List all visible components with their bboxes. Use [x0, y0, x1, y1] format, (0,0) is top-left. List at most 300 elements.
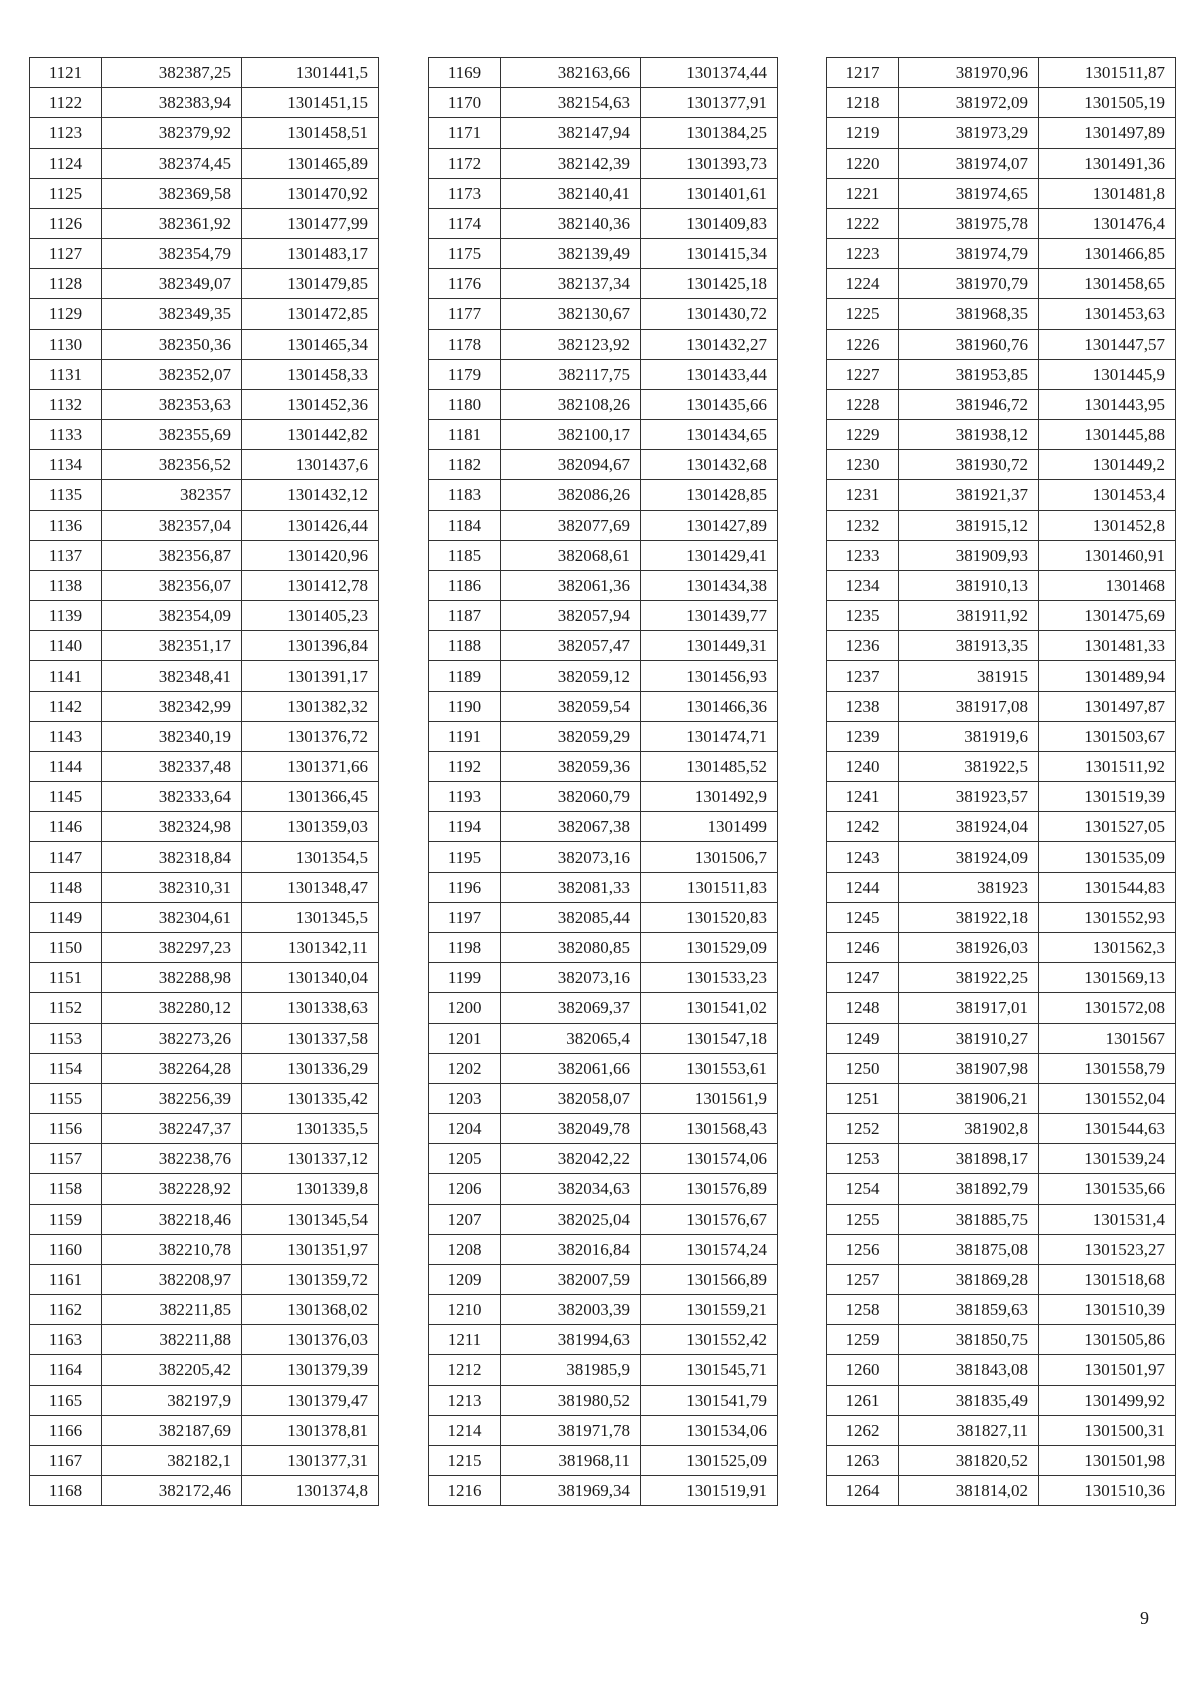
y-coordinate-cell: 1301465,89 [242, 148, 379, 178]
y-coordinate-cell: 1301499 [641, 812, 778, 842]
y-coordinate-cell: 1301569,13 [1039, 963, 1176, 993]
y-coordinate-cell: 1301452,36 [242, 389, 379, 419]
y-coordinate-cell: 1301336,29 [242, 1053, 379, 1083]
table-row [429, 208, 778, 238]
point-number-cell: 1148 [30, 872, 102, 902]
table-row [30, 1355, 379, 1385]
x-coordinate-cell: 382100,17 [501, 420, 641, 450]
table-row [429, 631, 778, 661]
table-row [827, 510, 1176, 540]
point-number-cell: 1216 [429, 1476, 501, 1506]
x-coordinate-cell: 381915,12 [899, 510, 1039, 540]
y-coordinate-cell: 1301354,5 [242, 842, 379, 872]
y-coordinate-cell: 1301445,9 [1039, 359, 1176, 389]
x-coordinate-cell: 382123,92 [501, 329, 641, 359]
x-coordinate-cell: 382080,85 [501, 932, 641, 962]
x-coordinate-cell: 382077,69 [501, 510, 641, 540]
y-coordinate-cell: 1301501,97 [1039, 1355, 1176, 1385]
table-row [429, 1053, 778, 1083]
y-coordinate-cell: 1301432,27 [641, 329, 778, 359]
y-coordinate-cell: 1301351,97 [242, 1234, 379, 1264]
y-coordinate-cell: 1301439,77 [641, 601, 778, 631]
x-coordinate-cell: 381913,35 [899, 631, 1039, 661]
x-coordinate-cell: 382016,84 [501, 1234, 641, 1264]
table-row [827, 1023, 1176, 1053]
table-row [30, 812, 379, 842]
point-number-cell: 1240 [827, 751, 899, 781]
point-number-cell: 1187 [429, 601, 501, 631]
table-row [827, 1385, 1176, 1415]
point-number-cell: 1210 [429, 1295, 501, 1325]
y-coordinate-cell: 1301566,89 [641, 1264, 778, 1294]
y-coordinate-cell: 1301501,98 [1039, 1445, 1176, 1475]
point-number-cell: 1213 [429, 1385, 501, 1415]
table-row [827, 812, 1176, 842]
point-number-cell: 1160 [30, 1234, 102, 1264]
y-coordinate-cell: 1301544,63 [1039, 1114, 1176, 1144]
x-coordinate-cell: 382085,44 [501, 902, 641, 932]
x-coordinate-cell: 381968,35 [899, 299, 1039, 329]
table-row [827, 1325, 1176, 1355]
y-coordinate-cell: 1301547,18 [641, 1023, 778, 1053]
x-coordinate-cell: 382034,63 [501, 1174, 641, 1204]
point-number-cell: 1183 [429, 480, 501, 510]
y-coordinate-cell: 1301337,58 [242, 1023, 379, 1053]
y-coordinate-cell: 1301497,87 [1039, 691, 1176, 721]
x-coordinate-cell: 382374,45 [102, 148, 242, 178]
x-coordinate-cell: 381924,04 [899, 812, 1039, 842]
point-number-cell: 1195 [429, 842, 501, 872]
x-coordinate-cell: 382058,07 [501, 1083, 641, 1113]
x-coordinate-cell: 382137,34 [501, 269, 641, 299]
point-number-cell: 1151 [30, 963, 102, 993]
y-coordinate-cell: 1301572,08 [1039, 993, 1176, 1023]
x-coordinate-cell: 382069,37 [501, 993, 641, 1023]
y-coordinate-cell: 1301401,61 [641, 178, 778, 208]
x-coordinate-cell: 382057,94 [501, 601, 641, 631]
table-row [30, 178, 379, 208]
x-coordinate-cell: 382059,29 [501, 721, 641, 751]
y-coordinate-cell: 1301520,83 [641, 902, 778, 932]
x-coordinate-cell: 381820,52 [899, 1445, 1039, 1475]
table-row [429, 812, 778, 842]
point-number-cell: 1198 [429, 932, 501, 962]
y-coordinate-cell: 1301452,8 [1039, 510, 1176, 540]
point-number-cell: 1252 [827, 1114, 899, 1144]
table-row [429, 751, 778, 781]
x-coordinate-cell: 382342,99 [102, 691, 242, 721]
point-number-cell: 1165 [30, 1385, 102, 1415]
x-coordinate-cell: 382003,39 [501, 1295, 641, 1325]
table-row [827, 450, 1176, 480]
x-coordinate-cell: 382324,98 [102, 812, 242, 842]
y-coordinate-cell: 1301374,44 [641, 58, 778, 88]
y-coordinate-cell: 1301485,52 [641, 751, 778, 781]
y-coordinate-cell: 1301503,67 [1039, 721, 1176, 751]
table-row [30, 359, 379, 389]
y-coordinate-cell: 1301574,06 [641, 1144, 778, 1174]
y-coordinate-cell: 1301453,63 [1039, 299, 1176, 329]
point-number-cell: 1163 [30, 1325, 102, 1355]
y-coordinate-cell: 1301510,36 [1039, 1476, 1176, 1506]
x-coordinate-cell: 382218,46 [102, 1204, 242, 1234]
table-row [30, 1295, 379, 1325]
y-coordinate-cell: 1301425,18 [641, 269, 778, 299]
table-row [30, 420, 379, 450]
table-row [30, 269, 379, 299]
point-number-cell: 1140 [30, 631, 102, 661]
x-coordinate-cell: 381915 [899, 661, 1039, 691]
table-row [827, 269, 1176, 299]
point-number-cell: 1162 [30, 1295, 102, 1325]
coordinate-table-1 [29, 57, 379, 1506]
y-coordinate-cell: 1301552,93 [1039, 902, 1176, 932]
x-coordinate-cell: 382352,07 [102, 359, 242, 389]
point-number-cell: 1170 [429, 88, 501, 118]
y-coordinate-cell: 1301458,51 [242, 118, 379, 148]
x-coordinate-cell: 382356,87 [102, 540, 242, 570]
point-number-cell: 1180 [429, 389, 501, 419]
point-number-cell: 1236 [827, 631, 899, 661]
x-coordinate-cell: 381974,65 [899, 178, 1039, 208]
y-coordinate-cell: 1301442,82 [242, 420, 379, 450]
x-coordinate-cell: 382007,59 [501, 1264, 641, 1294]
point-number-cell: 1264 [827, 1476, 899, 1506]
y-coordinate-cell: 1301458,33 [242, 359, 379, 389]
point-number-cell: 1192 [429, 751, 501, 781]
x-coordinate-cell: 381869,28 [899, 1264, 1039, 1294]
table-row [429, 480, 778, 510]
table-row [30, 721, 379, 751]
y-coordinate-cell: 1301468 [1039, 570, 1176, 600]
y-coordinate-cell: 1301348,47 [242, 872, 379, 902]
y-coordinate-cell: 1301479,85 [242, 269, 379, 299]
y-coordinate-cell: 1301420,96 [242, 540, 379, 570]
point-number-cell: 1186 [429, 570, 501, 600]
x-coordinate-cell: 382211,85 [102, 1295, 242, 1325]
x-coordinate-cell: 381953,85 [899, 359, 1039, 389]
table-row [827, 1476, 1176, 1506]
y-coordinate-cell: 1301415,34 [641, 239, 778, 269]
y-coordinate-cell: 1301391,17 [242, 661, 379, 691]
x-coordinate-cell: 382205,42 [102, 1355, 242, 1385]
table-row [30, 239, 379, 269]
point-number-cell: 1196 [429, 872, 501, 902]
table-row [827, 299, 1176, 329]
table-row [429, 963, 778, 993]
table-row [827, 208, 1176, 238]
x-coordinate-cell: 382357,04 [102, 510, 242, 540]
x-coordinate-cell: 382288,98 [102, 963, 242, 993]
table-row [429, 570, 778, 600]
x-coordinate-cell: 382304,61 [102, 902, 242, 932]
table-row [30, 1234, 379, 1264]
point-number-cell: 1251 [827, 1083, 899, 1113]
table-row [827, 1174, 1176, 1204]
table-row [429, 58, 778, 88]
x-coordinate-cell: 382354,09 [102, 601, 242, 631]
x-coordinate-cell: 381910,27 [899, 1023, 1039, 1053]
x-coordinate-cell: 382387,25 [102, 58, 242, 88]
point-number-cell: 1242 [827, 812, 899, 842]
table-row [30, 1476, 379, 1506]
point-number-cell: 1179 [429, 359, 501, 389]
table-row [429, 902, 778, 932]
y-coordinate-cell: 1301541,79 [641, 1385, 778, 1415]
coordinate-table-body [429, 58, 778, 1506]
table-row [429, 1445, 778, 1475]
x-coordinate-cell: 382273,26 [102, 1023, 242, 1053]
y-coordinate-cell: 1301441,5 [242, 58, 379, 88]
point-number-cell: 1223 [827, 239, 899, 269]
y-coordinate-cell: 1301472,85 [242, 299, 379, 329]
x-coordinate-cell: 382059,54 [501, 691, 641, 721]
y-coordinate-cell: 1301430,72 [641, 299, 778, 329]
point-number-cell: 1205 [429, 1144, 501, 1174]
table-row [827, 359, 1176, 389]
y-coordinate-cell: 1301340,04 [242, 963, 379, 993]
y-coordinate-cell: 1301433,44 [641, 359, 778, 389]
x-coordinate-cell: 382068,61 [501, 540, 641, 570]
y-coordinate-cell: 1301552,42 [641, 1325, 778, 1355]
point-number-cell: 1261 [827, 1385, 899, 1415]
point-number-cell: 1226 [827, 329, 899, 359]
y-coordinate-cell: 1301576,67 [641, 1204, 778, 1234]
point-number-cell: 1219 [827, 118, 899, 148]
y-coordinate-cell: 1301338,63 [242, 993, 379, 1023]
y-coordinate-cell: 1301481,8 [1039, 178, 1176, 208]
x-coordinate-cell: 382350,36 [102, 329, 242, 359]
x-coordinate-cell: 382140,36 [501, 208, 641, 238]
table-row [429, 1204, 778, 1234]
table-row [30, 631, 379, 661]
table-row [429, 389, 778, 419]
y-coordinate-cell: 1301511,87 [1039, 58, 1176, 88]
x-coordinate-cell: 382140,41 [501, 178, 641, 208]
point-number-cell: 1159 [30, 1204, 102, 1234]
table-row [30, 148, 379, 178]
x-coordinate-cell: 382187,69 [102, 1415, 242, 1445]
table-row [429, 1234, 778, 1264]
table-row [429, 1174, 778, 1204]
table-row [429, 420, 778, 450]
x-coordinate-cell: 381885,75 [899, 1204, 1039, 1234]
y-coordinate-cell: 1301432,12 [242, 480, 379, 510]
point-number-cell: 1132 [30, 389, 102, 419]
table-row [30, 1325, 379, 1355]
table-row [30, 389, 379, 419]
point-number-cell: 1169 [429, 58, 501, 88]
table-row [30, 842, 379, 872]
point-number-cell: 1178 [429, 329, 501, 359]
y-coordinate-cell: 1301527,05 [1039, 812, 1176, 842]
y-coordinate-cell: 1301460,91 [1039, 540, 1176, 570]
y-coordinate-cell: 1301529,09 [641, 932, 778, 962]
y-coordinate-cell: 1301434,65 [641, 420, 778, 450]
x-coordinate-cell: 382060,79 [501, 782, 641, 812]
point-number-cell: 1259 [827, 1325, 899, 1355]
x-coordinate-cell: 381923,57 [899, 782, 1039, 812]
y-coordinate-cell: 1301434,38 [641, 570, 778, 600]
table-row [30, 1204, 379, 1234]
point-number-cell: 1157 [30, 1144, 102, 1174]
point-number-cell: 1184 [429, 510, 501, 540]
point-number-cell: 1135 [30, 480, 102, 510]
x-coordinate-cell: 381902,8 [899, 1114, 1039, 1144]
y-coordinate-cell: 1301453,4 [1039, 480, 1176, 510]
point-number-cell: 1258 [827, 1295, 899, 1325]
table-row [429, 118, 778, 148]
table-row [827, 540, 1176, 570]
table-row [827, 88, 1176, 118]
point-number-cell: 1124 [30, 148, 102, 178]
table-row [30, 872, 379, 902]
table-row [429, 1114, 778, 1144]
point-number-cell: 1129 [30, 299, 102, 329]
y-coordinate-cell: 1301384,25 [641, 118, 778, 148]
point-number-cell: 1249 [827, 1023, 899, 1053]
point-number-cell: 1201 [429, 1023, 501, 1053]
y-coordinate-cell: 1301558,79 [1039, 1053, 1176, 1083]
table-row [827, 902, 1176, 932]
point-number-cell: 1222 [827, 208, 899, 238]
y-coordinate-cell: 1301510,39 [1039, 1295, 1176, 1325]
x-coordinate-cell: 381814,02 [899, 1476, 1039, 1506]
x-coordinate-cell: 381909,93 [899, 540, 1039, 570]
point-number-cell: 1171 [429, 118, 501, 148]
point-number-cell: 1220 [827, 148, 899, 178]
y-coordinate-cell: 1301474,71 [641, 721, 778, 751]
x-coordinate-cell: 381859,63 [899, 1295, 1039, 1325]
point-number-cell: 1234 [827, 570, 899, 600]
point-number-cell: 1130 [30, 329, 102, 359]
x-coordinate-cell: 381960,76 [899, 329, 1039, 359]
table-row [827, 963, 1176, 993]
point-number-cell: 1142 [30, 691, 102, 721]
y-coordinate-cell: 1301476,4 [1039, 208, 1176, 238]
x-coordinate-cell: 382139,49 [501, 239, 641, 269]
point-number-cell: 1260 [827, 1355, 899, 1385]
table-row [827, 1445, 1176, 1475]
point-number-cell: 1137 [30, 540, 102, 570]
table-row [827, 1144, 1176, 1174]
table-row [30, 1385, 379, 1415]
x-coordinate-cell: 381911,92 [899, 601, 1039, 631]
point-number-cell: 1156 [30, 1114, 102, 1144]
x-coordinate-cell: 382057,47 [501, 631, 641, 661]
x-coordinate-cell: 381843,08 [899, 1355, 1039, 1385]
point-number-cell: 1121 [30, 58, 102, 88]
table-row [827, 148, 1176, 178]
point-number-cell: 1229 [827, 420, 899, 450]
point-number-cell: 1197 [429, 902, 501, 932]
point-number-cell: 1227 [827, 359, 899, 389]
x-coordinate-cell: 381917,01 [899, 993, 1039, 1023]
table-row [429, 239, 778, 269]
table-row [30, 782, 379, 812]
y-coordinate-cell: 1301561,9 [641, 1083, 778, 1113]
point-number-cell: 1218 [827, 88, 899, 118]
table-row [30, 208, 379, 238]
table-row [429, 1355, 778, 1385]
coordinate-table-body [827, 58, 1176, 1506]
y-coordinate-cell: 1301545,71 [641, 1355, 778, 1385]
x-coordinate-cell: 381835,49 [899, 1385, 1039, 1415]
y-coordinate-cell: 1301429,41 [641, 540, 778, 570]
point-number-cell: 1254 [827, 1174, 899, 1204]
y-coordinate-cell: 1301379,39 [242, 1355, 379, 1385]
x-coordinate-cell: 381969,34 [501, 1476, 641, 1506]
x-coordinate-cell: 381922,18 [899, 902, 1039, 932]
x-coordinate-cell: 382356,52 [102, 450, 242, 480]
y-coordinate-cell: 1301458,65 [1039, 269, 1176, 299]
y-coordinate-cell: 1301449,2 [1039, 450, 1176, 480]
table-row [30, 932, 379, 962]
y-coordinate-cell: 1301535,66 [1039, 1174, 1176, 1204]
x-coordinate-cell: 381922,5 [899, 751, 1039, 781]
y-coordinate-cell: 1301426,44 [242, 510, 379, 540]
y-coordinate-cell: 1301377,31 [242, 1445, 379, 1475]
y-coordinate-cell: 1301491,36 [1039, 148, 1176, 178]
y-coordinate-cell: 1301544,83 [1039, 872, 1176, 902]
point-number-cell: 1138 [30, 570, 102, 600]
table-row [827, 661, 1176, 691]
x-coordinate-cell: 382369,58 [102, 178, 242, 208]
x-coordinate-cell: 381974,07 [899, 148, 1039, 178]
x-coordinate-cell: 382349,07 [102, 269, 242, 299]
y-coordinate-cell: 1301396,84 [242, 631, 379, 661]
x-coordinate-cell: 382333,64 [102, 782, 242, 812]
table-row [30, 993, 379, 1023]
x-coordinate-cell: 382172,46 [102, 1476, 242, 1506]
x-coordinate-cell: 381910,13 [899, 570, 1039, 600]
x-coordinate-cell: 382264,28 [102, 1053, 242, 1083]
y-coordinate-cell: 1301376,03 [242, 1325, 379, 1355]
x-coordinate-cell: 381875,08 [899, 1234, 1039, 1264]
point-number-cell: 1246 [827, 932, 899, 962]
y-coordinate-cell: 1301552,04 [1039, 1083, 1176, 1113]
table-row [429, 993, 778, 1023]
table-row [429, 510, 778, 540]
x-coordinate-cell: 382067,38 [501, 812, 641, 842]
table-row [827, 1204, 1176, 1234]
y-coordinate-cell: 1301409,83 [641, 208, 778, 238]
point-number-cell: 1185 [429, 540, 501, 570]
x-coordinate-cell: 381946,72 [899, 389, 1039, 419]
table-row [429, 1023, 778, 1053]
table-row [30, 1415, 379, 1445]
point-number-cell: 1176 [429, 269, 501, 299]
y-coordinate-cell: 1301378,81 [242, 1415, 379, 1445]
point-number-cell: 1125 [30, 178, 102, 208]
point-number-cell: 1230 [827, 450, 899, 480]
table-row [827, 118, 1176, 148]
y-coordinate-cell: 1301559,21 [641, 1295, 778, 1325]
table-row [429, 1476, 778, 1506]
x-coordinate-cell: 382117,75 [501, 359, 641, 389]
point-number-cell: 1217 [827, 58, 899, 88]
point-number-cell: 1204 [429, 1114, 501, 1144]
table-row [827, 782, 1176, 812]
x-coordinate-cell: 382208,97 [102, 1264, 242, 1294]
table-row [827, 1264, 1176, 1294]
y-coordinate-cell: 1301470,92 [242, 178, 379, 208]
table-row [30, 450, 379, 480]
table-row [429, 299, 778, 329]
point-number-cell: 1199 [429, 963, 501, 993]
x-coordinate-cell: 381938,12 [899, 420, 1039, 450]
table-row [429, 932, 778, 962]
